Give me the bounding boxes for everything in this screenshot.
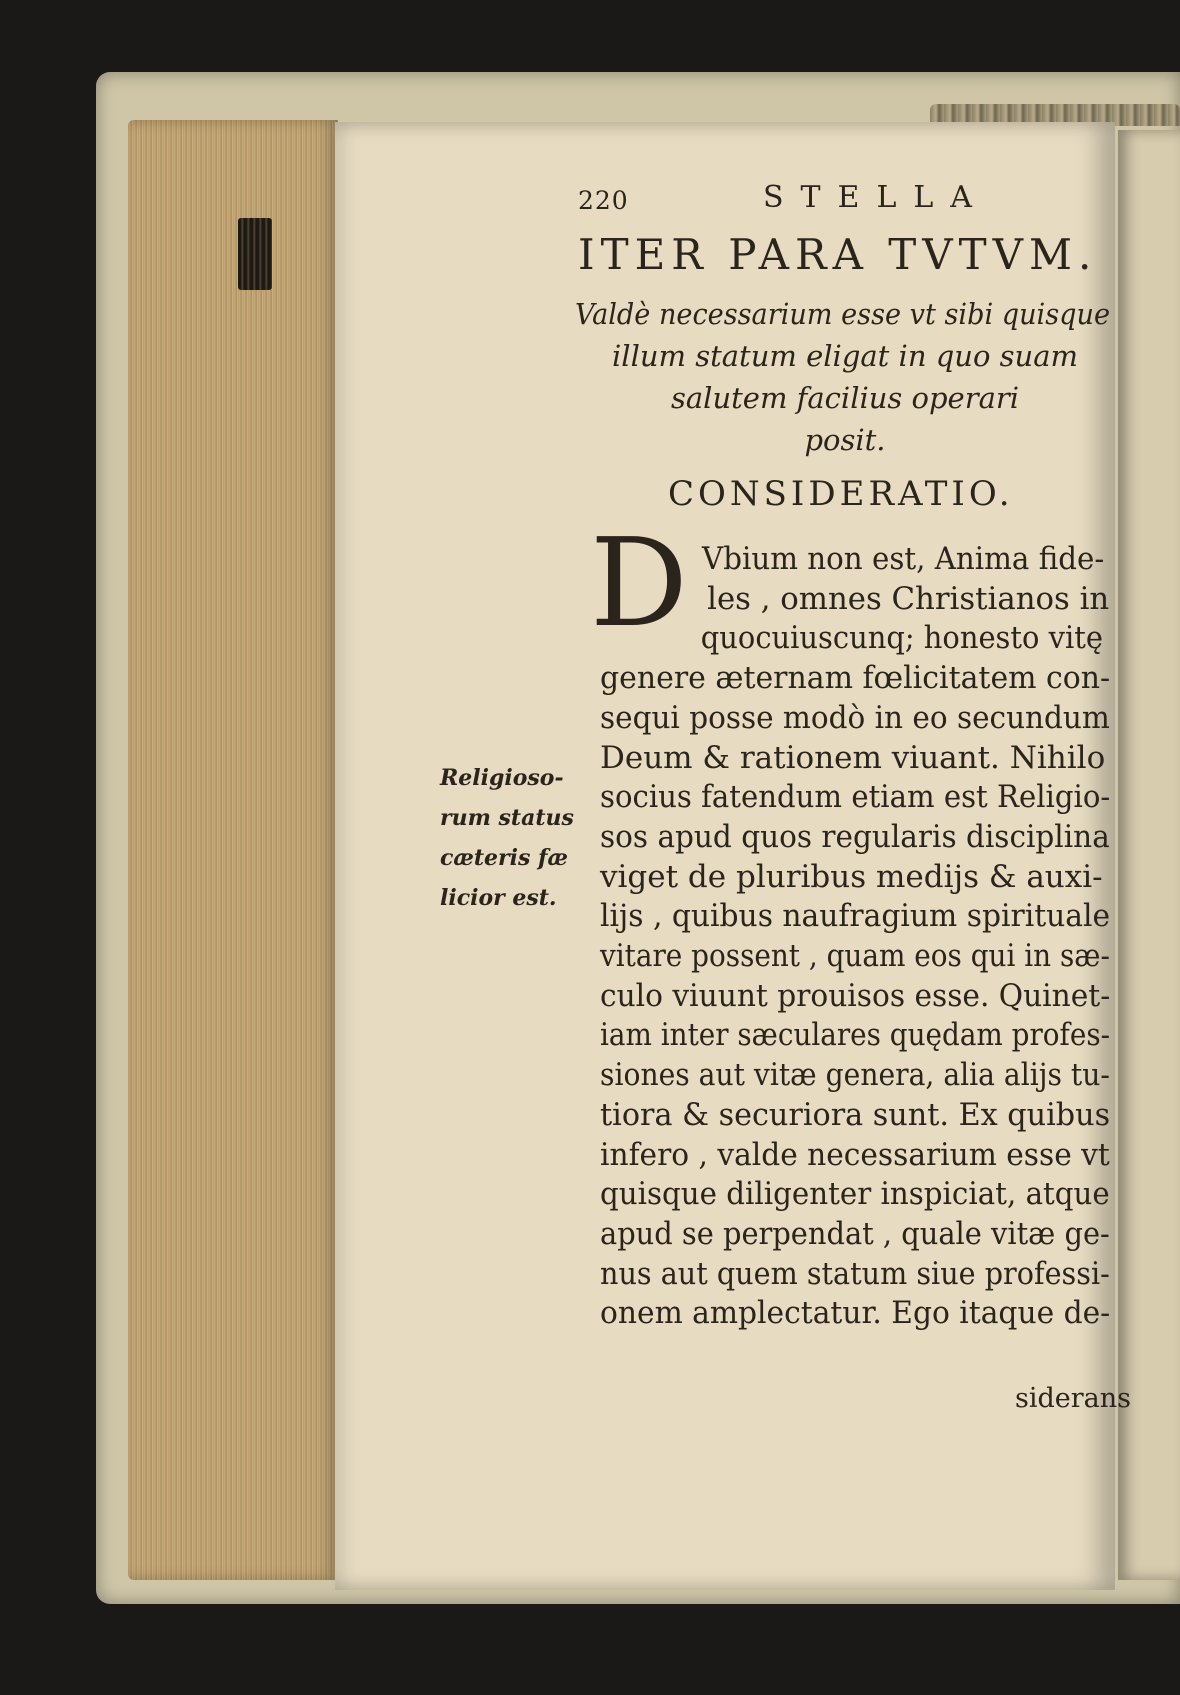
margin-note-line: licior est. <box>440 885 557 911</box>
page-number: 220 <box>578 186 629 215</box>
summary-line: illum statum eligat in quo suam <box>612 339 1078 373</box>
chapter-summary <box>575 293 1115 461</box>
body-line: infero , valde necessarium esse vt <box>600 1136 1110 1173</box>
chapter-title: ITER PARA TVTVM. <box>578 230 1098 279</box>
body-line: tiora & securiora sunt. Ex quibus <box>600 1096 1111 1133</box>
body-line: lijs , quibus naufragium spirituale <box>600 898 1111 935</box>
body-line: sos apud quos regularis disciplina <box>600 818 1110 855</box>
body-line: onem amplectatur. Ego itaque de- <box>600 1295 1111 1332</box>
summary-line: salutem facilius operari <box>671 381 1019 415</box>
page-stack-edge <box>128 120 338 1580</box>
body-text <box>600 540 1120 1334</box>
summary-line: Valdè necessarium esse vt sibi quisque <box>575 297 1111 331</box>
body-line: vitare possent , quam eos qui in sæ- <box>600 938 1110 975</box>
body-line: culo viuunt prouisos esse. Quinet- <box>600 977 1111 1014</box>
body-line: siones aut vitæ genera, alia alijs tu- <box>600 1057 1110 1094</box>
catchword: siderans <box>1015 1383 1132 1414</box>
body-line: quisque diligenter inspiciat, atque <box>600 1176 1110 1213</box>
section-heading: CONSIDERATIO. <box>668 474 1014 514</box>
body-line: genere æternam fœlicitatem con- <box>600 660 1111 697</box>
body-line: les , omnes Christianos in <box>707 580 1110 617</box>
summary-line: posit. <box>804 423 886 457</box>
body-line: Deum & rationem viuant. Nihilo <box>600 739 1106 776</box>
body-line: viget de pluribus medijs & auxi- <box>600 858 1103 895</box>
body-line: iam inter sæculares quędam profes- <box>600 1017 1111 1054</box>
body-line: Vbium non est, Anima fide- <box>702 541 1105 577</box>
body-line: nus aut quem statum siue professi- <box>600 1255 1110 1292</box>
fore-edge-ink-mark <box>238 218 272 290</box>
body-line: apud se perpendat , quale vitæ ge- <box>600 1215 1110 1252</box>
margin-note <box>440 758 590 918</box>
margin-note-line: cæteris fæ <box>440 845 569 871</box>
body-line: quocuiuscunq; honesto vitę <box>700 620 1103 657</box>
running-title: STELLA <box>763 180 989 215</box>
facing-page-edge <box>1118 130 1180 1580</box>
body-line: socius fatendum etiam est Religio- <box>600 779 1111 816</box>
margin-note-line: Religioso- <box>440 765 564 791</box>
body-line: sequi posse modò in eo secundum <box>600 699 1110 736</box>
running-head <box>578 180 1078 220</box>
margin-note-line: rum status <box>440 805 574 831</box>
drop-cap: D <box>590 512 688 654</box>
